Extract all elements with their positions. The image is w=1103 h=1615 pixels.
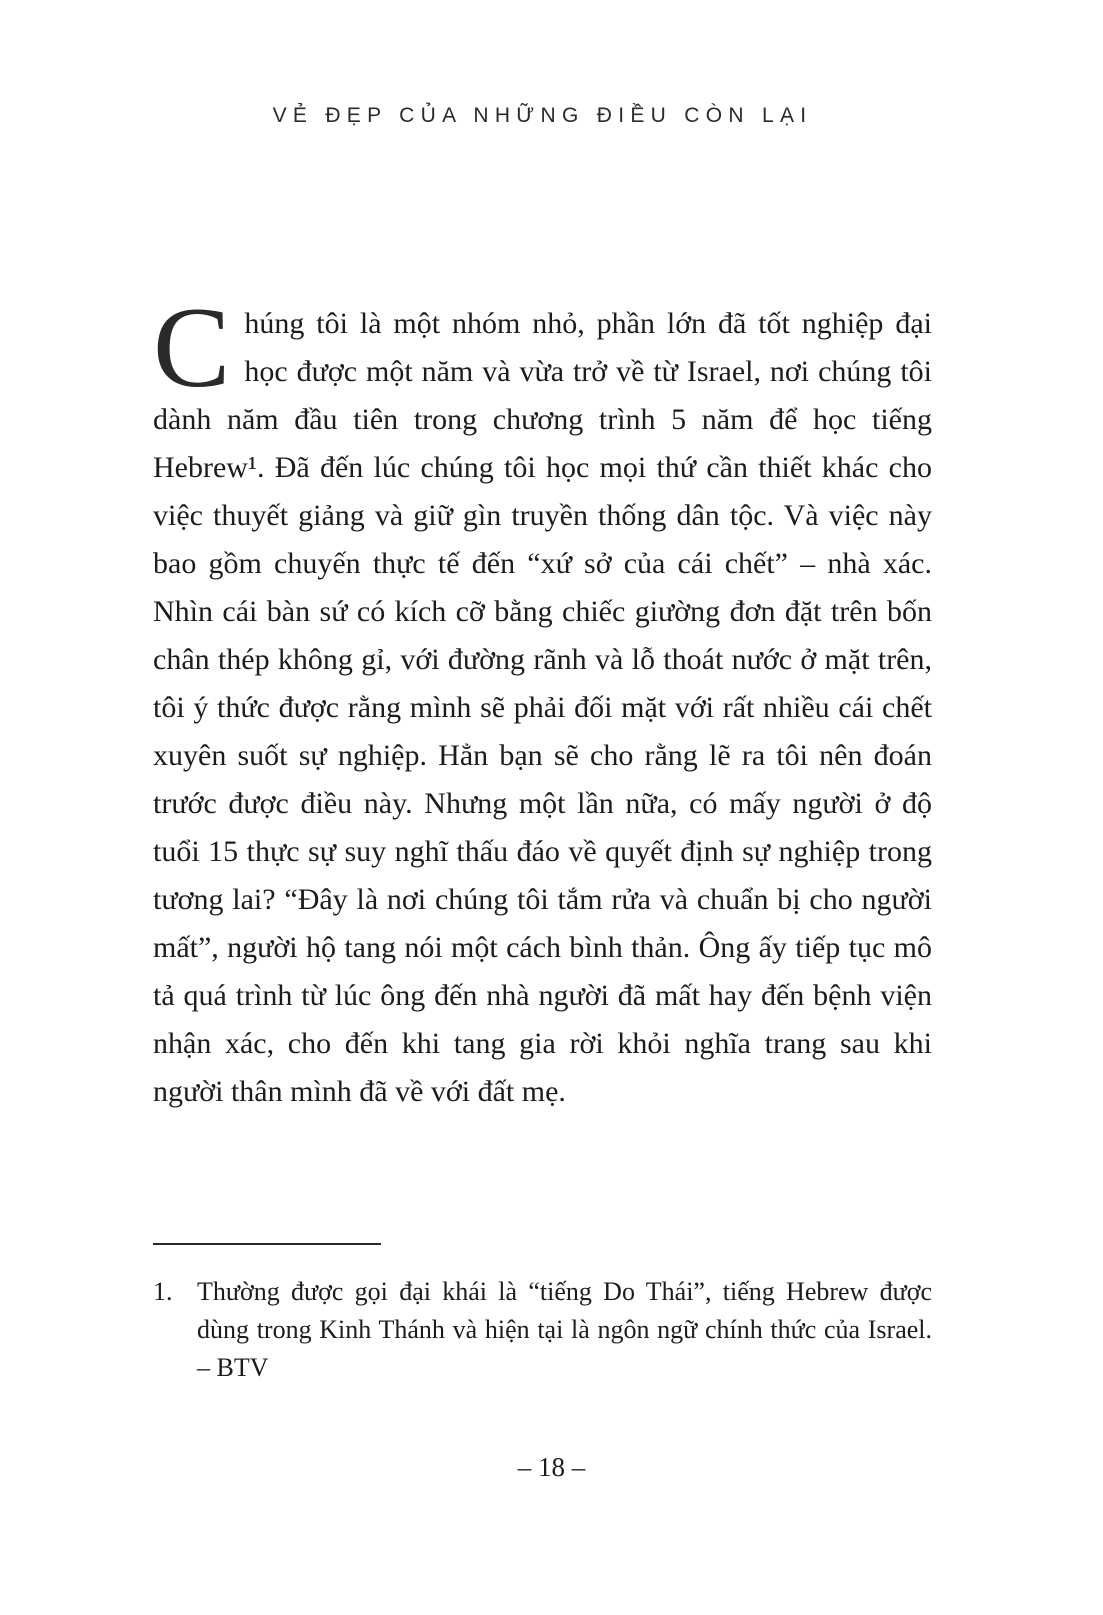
footnote-block [153, 1243, 932, 1387]
footnote-text: Thường được gọi đại khái là “tiếng Do Thái”, tiếng Hebrew được dùng trong Kinh Thánh và hiện tại là ngôn ngữ chính thức của Israel. – BTV [197, 1277, 932, 1382]
page-number: – 18 – [517, 1452, 586, 1482]
footnote-divider [153, 1243, 381, 1245]
paragraph-text: húng tôi là một nhóm nhỏ, phần lớn đã tốt nghiệp đại học được một năm và vừa trở về từ Israel, nơi chúng tôi dành năm đầu tiên trong chương trình 5 năm để học tiếng Hebrew¹. Đã đến lúc chúng tôi học mọi thứ cần thiết khác cho việc thuyết giảng và giữ gìn truyền thống dân tộc. Và việc này bao gồm chuyến thực tế đến “xứ sở của cái chết” – nhà xác. Nhìn cái bàn sứ có kích cỡ bằng chiếc giường đơn đặt trên bốn chân thép không gỉ, với đường rãnh và lỗ thoát nước ở mặt trên, tôi ý thức được rằng mình sẽ phải đối mặt với rất nhiều cái chết xuyên suốt sự nghiệp. Hẳn bạn sẽ cho rằng lẽ ra tôi nên đoán trước được điều này. Nhưng một lần nữa, có mấy người ở độ tuổi 15 thực sự suy nghĩ thấu đáo về quyết định sự nghiệp trong tương lai? “Đây là nơi chúng tôi tắm rửa và chuẩn bị cho người mất”, người hộ tang nói một cách bình thản. Ông ấy tiếp tục mô tả quá trình từ lúc ông đến nhà người đã mất hay đến bệnh viện nhận xác, cho đến khi tang gia rời khỏi nghĩa trang sau khi người thân mình đã về với đất mẹ. [153, 307, 932, 1108]
running-header: VẺ ĐẸP CỦA NHỮNG ĐIỀU CÒN LẠI [272, 104, 813, 127]
footnote [153, 1273, 932, 1387]
drop-cap: C [153, 284, 231, 412]
body-paragraph [153, 284, 932, 1116]
footnote-number: 1. [153, 1277, 173, 1306]
